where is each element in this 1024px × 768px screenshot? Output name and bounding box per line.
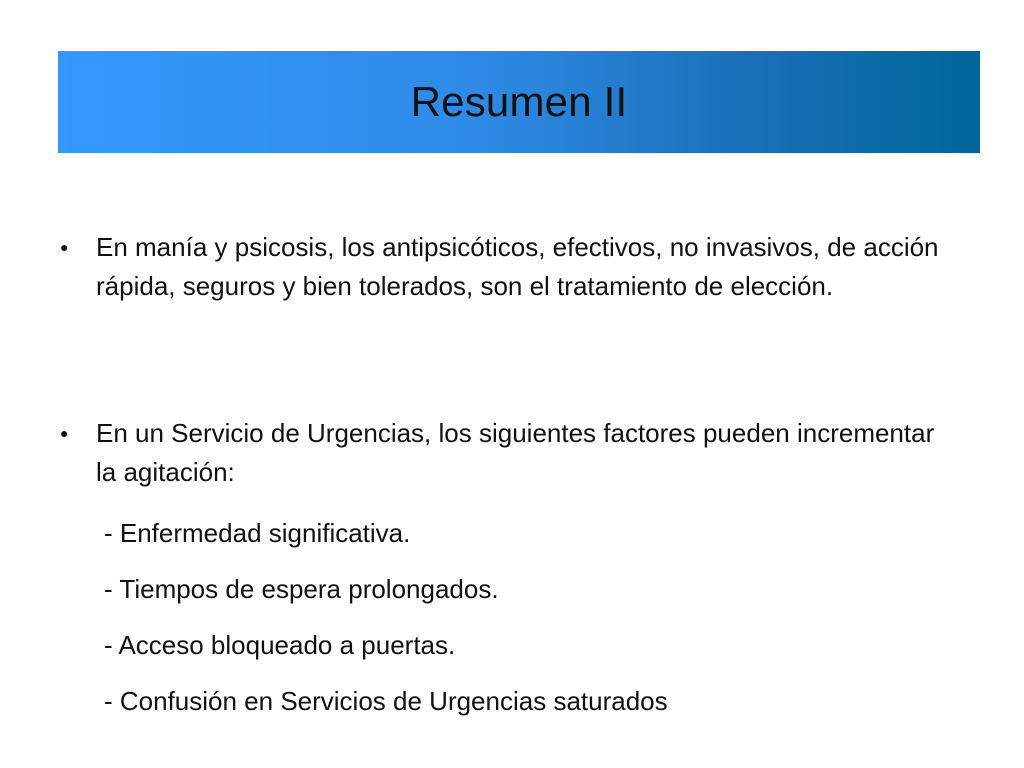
slide-title: Resumen II [410,78,628,125]
bullet-dot-icon: ● [60,239,69,255]
bullet-item-2 [58,414,958,492]
bullet-text: En manía y psicosis, los antipsicóticos, efectivos, no invasivos, de acción rápida, seguros y bien tolerados, son el tratamiento de elección. [96,232,939,301]
sub-item: - Tiempos de espera prolongados. [104,574,499,604]
bullet-item-1 [58,228,958,306]
sub-item: - Enfermedad significativa. [104,518,411,548]
sub-item: - Confusión en Servicios de Urgencias saturados [104,686,668,716]
sub-item-list [104,505,668,729]
bullet-text: En un Servicio de Urgencias, los siguientes factores pueden incrementar la agitación: [96,418,935,487]
title-banner [58,51,980,153]
bullet-dot-icon: ● [60,425,69,441]
sub-item: - Acceso bloqueado a puertas. [104,630,456,660]
